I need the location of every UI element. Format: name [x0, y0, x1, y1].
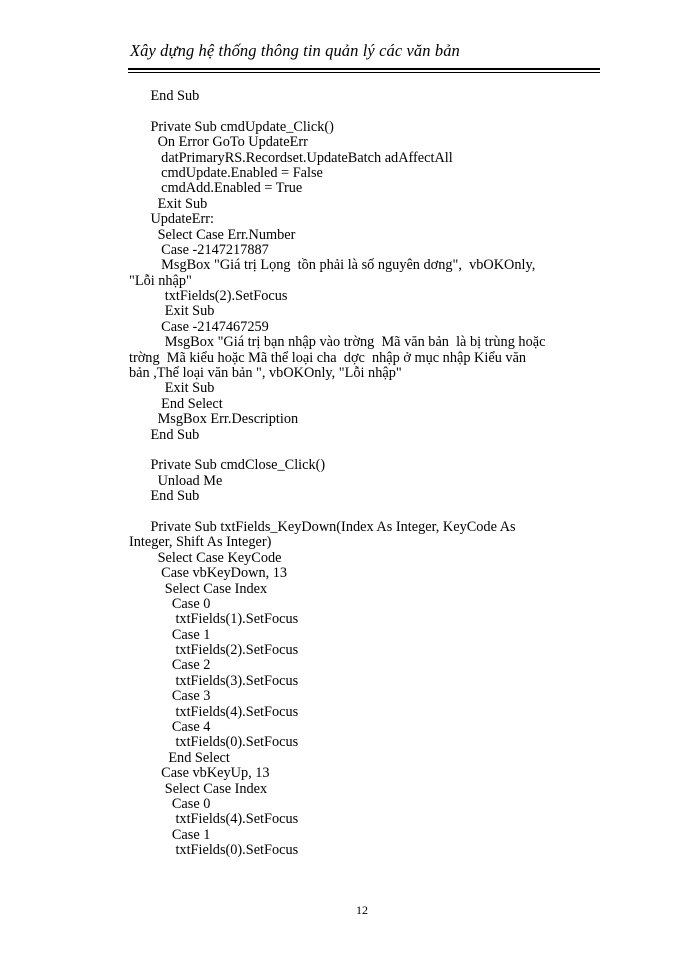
code-line: datPrimaryRS.Recordset.UpdateBatch adAffectAll [129, 149, 453, 166]
code-line: Private Sub txtFields_KeyDown(Index As Integer, KeyCode As [129, 518, 516, 535]
code-line: End Select [129, 749, 230, 766]
code-line: txtFields(3).SetFocus [129, 672, 299, 689]
code-line: Case 3 [129, 688, 211, 705]
code-line: UpdateErr: [129, 211, 214, 228]
code-line: MsgBox Err.Description [129, 411, 299, 428]
code-line: End Select [129, 395, 223, 412]
code-line: Case 1 [129, 826, 211, 843]
code-line [129, 104, 599, 119]
code-line: End Sub [129, 488, 200, 505]
code-line [129, 443, 599, 458]
code-line: Case -2147217887 [129, 241, 269, 258]
code-line: cmdAdd.Enabled = True [129, 180, 303, 197]
code-line: Exit Sub [129, 303, 215, 320]
code-line: On Error GoTo UpdateErr [129, 134, 308, 151]
code-line: txtFields(2).SetFocus [129, 642, 299, 659]
code-line: txtFields(4).SetFocus [129, 703, 299, 720]
code-line: txtFields(0).SetFocus [129, 842, 299, 859]
code-line: txtFields(1).SetFocus [129, 611, 299, 628]
header-rule-thick [128, 68, 600, 70]
page-header-title: Xây dựng hệ thống thông tin quản lý các văn bản [130, 41, 460, 60]
code-line: Case 0 [129, 795, 211, 812]
code-line: Case vbKeyUp, 13 [129, 765, 270, 782]
code-line: "Lỗi nhập" [129, 272, 192, 289]
code-line: Select Case Index [129, 580, 268, 597]
code-line: End Sub [129, 88, 200, 104]
code-line: cmdUpdate.Enabled = False [129, 164, 323, 181]
code-line: Case 4 [129, 719, 211, 736]
code-line: MsgBox "Giá trị bạn nhập vào trờng Mã văn bản là bị trùng hoặc [129, 334, 546, 351]
code-listing [129, 89, 599, 859]
code-line: Case -2147467259 [129, 318, 269, 335]
code-line: End Sub [129, 426, 200, 443]
code-line: Unload Me [129, 472, 223, 489]
header-rule-thin [128, 72, 600, 73]
code-line: txtFields(2).SetFocus [129, 288, 288, 305]
code-line: Case 1 [129, 626, 211, 643]
code-line: Private Sub cmdUpdate_Click() [129, 118, 334, 135]
code-line: Select Case Index [129, 780, 268, 797]
code-line: Exit Sub [129, 195, 208, 212]
code-line: Integer, Shift As Integer) [129, 534, 272, 551]
code-line: Exit Sub [129, 380, 215, 397]
code-line: Case vbKeyDown, 13 [129, 565, 288, 582]
code-line: Select Case KeyCode [129, 549, 282, 566]
code-line [129, 505, 599, 520]
code-line: bản ,Thể loại văn bản ", vbOKOnly, "Lỗi nhập" [129, 365, 402, 382]
code-line: Select Case Err.Number [129, 226, 296, 243]
code-line: Case 0 [129, 595, 211, 612]
code-line: txtFields(4).SetFocus [129, 811, 299, 828]
code-line: Private Sub cmdClose_Click() [129, 457, 326, 474]
page-number: 12 [356, 903, 368, 917]
code-line: Case 2 [129, 657, 211, 674]
code-line: trờng Mã kiểu hoặc Mã thể loại cha dợc nhập ở mục nhập Kiểu văn [129, 349, 527, 366]
code-line: MsgBox "Giá trị Lọng tồn phải là số nguyên dơng", vbOKOnly, [129, 257, 536, 274]
code-line: txtFields(0).SetFocus [129, 734, 299, 751]
